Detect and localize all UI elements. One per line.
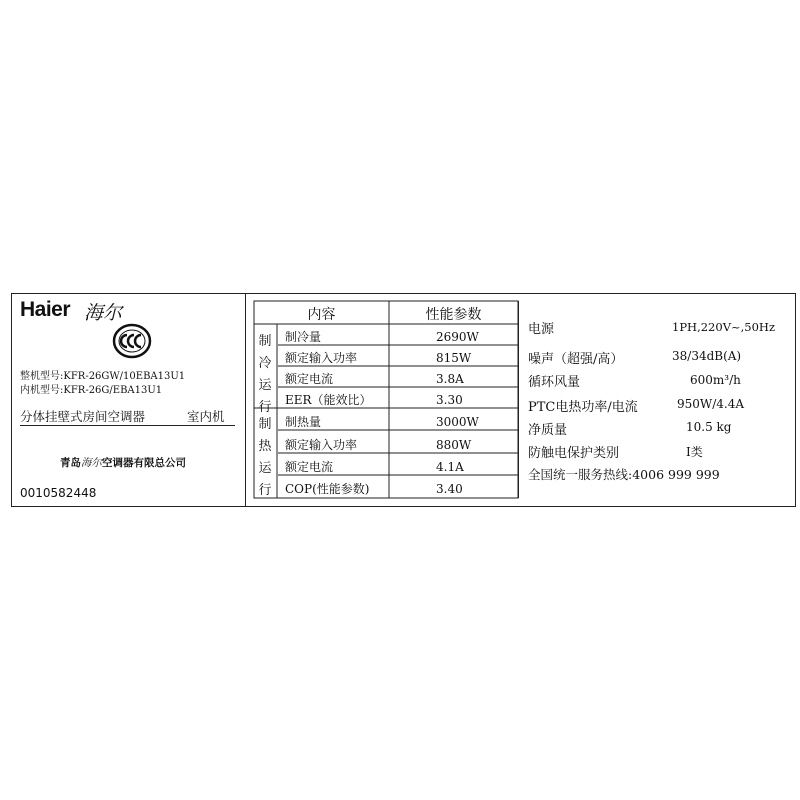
heating-operation-label: 制热运行 <box>258 417 272 498</box>
spec-name: 循环风量 <box>528 375 581 390</box>
cooling-row-value: 815W <box>436 351 472 365</box>
spec-value: 10.5 kg <box>686 420 732 434</box>
cooling-row-name: 额定电流 <box>285 372 334 386</box>
cooling-row-name: EER（能效比） <box>285 393 372 407</box>
heating-row-value: 880W <box>436 438 472 452</box>
cooling-row-name: 制冷量 <box>285 330 322 344</box>
cooling-row-value: 3.30 <box>436 393 463 407</box>
serial-number: 0010582448 <box>20 486 97 500</box>
cooling-row-name: 额定输入功率 <box>285 351 358 365</box>
heating-row-value: 3.40 <box>436 482 463 496</box>
company-prefix: 青岛 <box>60 457 81 469</box>
spec-value: 600m³/h <box>690 373 741 387</box>
model-indoor-label: 内机型号: <box>20 385 64 396</box>
heating-row-name: 额定输入功率 <box>285 438 358 452</box>
heating-row-value: 4.1A <box>436 460 464 474</box>
spec-name: 净质量 <box>528 423 568 438</box>
model-indoor-value: KFR-26G/EBA13U1 <box>63 385 163 396</box>
cooling-operation-label: 制冷运行 <box>258 334 272 415</box>
heating-row-name: 制热量 <box>285 415 322 429</box>
brand-logo-latin: Haier <box>20 298 71 321</box>
table-header-params: 性能参数 <box>425 307 482 323</box>
spec-name: 防触电保护类别 <box>528 446 620 461</box>
cooling-row-value: 3.8A <box>436 372 464 386</box>
spec-value: 38/34dB(A) <box>672 349 742 363</box>
heating-row-value: 3000W <box>436 415 479 429</box>
heating-row-name: 额定电流 <box>285 460 334 474</box>
model-whole-label: 整机型号: <box>20 371 64 382</box>
spec-name: 电源 <box>528 322 555 337</box>
service-hotline: 全国统一服务热线:4006 999 999 <box>528 467 720 482</box>
company-suffix: 空调器有限总公司 <box>102 457 186 469</box>
company-brand: 海尔 <box>81 457 102 469</box>
product-type: 分体挂壁式房间空调器 <box>20 409 146 424</box>
unit-type: 室内机 <box>187 409 225 424</box>
table-header-content: 内容 <box>307 307 336 323</box>
spec-name: PTC电热功率/电流 <box>528 400 638 415</box>
spec-value: I类 <box>686 445 703 459</box>
model-whole-value: KFR-26GW/10EBA13U1 <box>63 371 186 382</box>
cooling-row-value: 2690W <box>436 330 479 344</box>
brand-logo-cn: 海尔 <box>84 302 123 324</box>
spec-name: 噪声（超强/高） <box>528 352 624 367</box>
spec-value: 1PH,220V~,50Hz <box>672 320 776 334</box>
spec-value: 950W/4.4A <box>677 397 745 411</box>
heating-row-name: COP(性能参数) <box>285 482 370 496</box>
